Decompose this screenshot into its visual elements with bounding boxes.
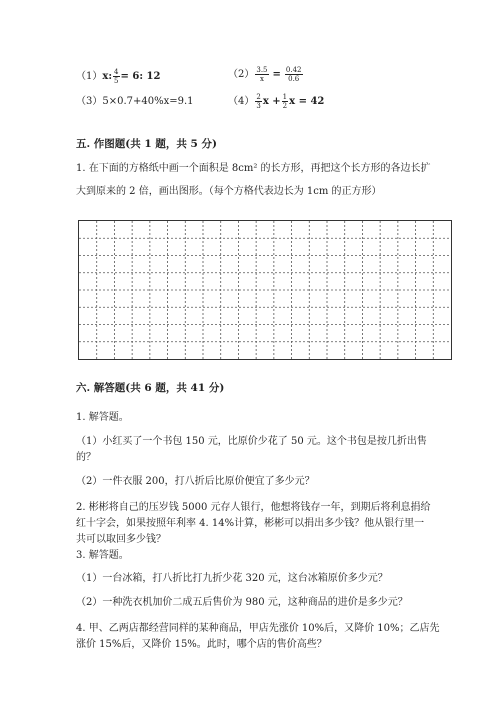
- equation-part: x = 42: [289, 96, 325, 107]
- section-5-q1-line2: 大到原来的 2 倍，画出图形。（每个方格代表边长为 1cm 的正方形）: [76, 186, 382, 197]
- section-6-q2-line2: 红十字会，如果按照年利率 4. 14%计算，彬彬可以捐出多少钱？他从银行里一: [76, 518, 425, 529]
- section-6-q1-1-line1: （1）小红买了一个书包 150 元，比原价少花了 50 元。这个书包是按几折出售: [76, 436, 427, 447]
- section-5-heading: 五. 作图题(共 1 题，共 5 分): [76, 138, 217, 150]
- drawing-grid[interactable]: [78, 220, 452, 360]
- section-6-heading: 六. 解答题(共 6 题，共 41 分): [76, 382, 225, 394]
- equation-part: =: [272, 69, 281, 80]
- numerator: 1: [282, 93, 288, 101]
- section-5-q1-line1: 1. 在下面的方格纸中画一个面积是 8cm² 的长方形，再把这个长方形的各边长扩: [76, 163, 431, 174]
- section-6-q1-1-line2: 的？: [76, 452, 96, 463]
- denominator: 3: [256, 102, 261, 110]
- equation-part: = 6: 12: [120, 71, 161, 82]
- section-6-q3-2: （2）一种洗衣机加价二成五后售价为 980 元，这种商品的进价是多少元？: [76, 597, 408, 608]
- equation-3: （3）5×0.7+40%x=9.1: [76, 96, 194, 107]
- denominator: 0.6: [288, 75, 300, 83]
- numerator: 2: [256, 93, 261, 101]
- grid-lines: [79, 221, 453, 361]
- section-6-q1-title: 1. 解答题。: [76, 412, 129, 423]
- section-6-q1-2: （2）一件衣服 200，打八折后比原价便宜了多少元？: [76, 476, 315, 487]
- equation-label: （4）: [228, 96, 255, 107]
- section-6-q4-line1: 4. 甲、乙两店都经营同样的某种商品，甲店先涨价 10%后，又降价 10%；乙店先: [76, 623, 440, 634]
- equation-label: （2）: [228, 69, 255, 80]
- section-6-q3-title: 3. 解答题。: [76, 550, 129, 561]
- numerator: 3.5: [256, 66, 268, 74]
- equation-label: （1）: [76, 71, 103, 82]
- section-6-q2-line3: 共可以取回多少钱？: [76, 534, 166, 545]
- denominator: 2: [282, 102, 288, 110]
- numerator: 0.42: [285, 66, 302, 74]
- denominator: x: [259, 75, 264, 83]
- fraction: [113, 68, 119, 85]
- equation-2: [228, 66, 304, 83]
- denominator: 5: [114, 77, 119, 85]
- fraction: [285, 66, 303, 83]
- numerator: 4: [114, 68, 119, 76]
- equation-1: [76, 68, 160, 85]
- section-6-q3-1: （1）一台冰箱，打八折比打九折少花 320 元，这台冰箱原价多少元？: [76, 573, 388, 584]
- fraction: [255, 66, 268, 83]
- section-6-q4-line2: 涨价 15%后，又降价 15%。此时，哪个店的售价高些？: [76, 639, 327, 650]
- equation-4: [228, 93, 324, 110]
- fraction: [282, 93, 288, 110]
- equation-part: x +: [262, 96, 281, 107]
- fraction: [255, 93, 261, 110]
- section-6-q2-line1: 2. 彬彬将自己的压岁钱 5000 元存人银行，他想将钱存一年，到期后将利息捐给: [76, 502, 431, 513]
- equation-part: x:: [102, 71, 113, 82]
